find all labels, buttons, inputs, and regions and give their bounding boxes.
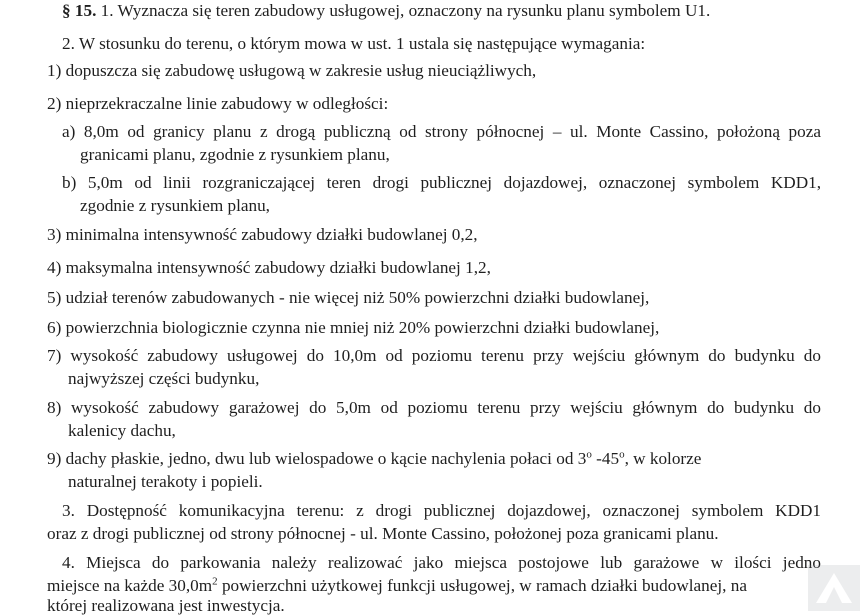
list-item-6: 6) powierzchnia biologicznie czynna nie mniej niż 20% powierzchni działki budowlanej, — [47, 318, 660, 337]
list-item-1: 1) dopuszcza się zabudowę usługową w zakresie usług nieuciążliwych, — [47, 61, 537, 80]
list-item-5: 5) udział terenów zabudowanych - nie więcej niż 50% powierzchni działki budowlanej, — [47, 288, 650, 307]
list-item-2: 2) nieprzekraczalne linie zabudowy w odległości: — [47, 94, 389, 113]
list-item-3: 3) minimalna intensywność zabudowy działki budowlanej 0,2, — [47, 225, 478, 244]
paragraph-4-line-2 — [47, 576, 821, 596]
section-intro: 1. Wyznacza się teren zabudowy usługowej, oznaczony na rysunku planu symbolem U1. — [100, 1, 711, 20]
list-item-9-text-a: 9) dachy płaskie, jedno, dwu lub wielospadowe o kącie nachylenia połaci od 3 — [47, 449, 587, 468]
degree-sup-1: o — [586, 448, 592, 461]
list-item-9-text-b: -45 — [591, 449, 620, 468]
list-item-4: 4) maksymalna intensywność zabudowy działki budowlanej 1,2, — [47, 258, 491, 277]
section-number: § 15. — [62, 1, 97, 20]
list-item-9-text — [47, 449, 701, 469]
list-item-a-line-2: granicami planu, zgodnie z rysunkiem planu, — [80, 145, 390, 164]
list-item-8-line-2: kalenicy dachu, — [68, 421, 176, 440]
paragraph-2: 2. W stosunku do terenu, o którym mowa w ust. 1 ustala się następujące wymagania: — [62, 34, 646, 53]
list-item-8-line-1: 8) wysokość zabudowy garażowej do 5,0m od poziomu terenu przy wejściu głównym do budynku do — [47, 398, 821, 417]
list-item-b-line-2: zgodnie z rysunkiem planu, — [80, 196, 270, 215]
list-item-9-line-1 — [47, 449, 821, 469]
watermark-logo-icon — [808, 565, 860, 611]
list-item-b-line-1: b) 5,0m od linii rozgraniczającej teren drogi publicznej dojazdowej, oznaczonej symbolem KDD1, — [62, 173, 821, 192]
paragraph-4-line-3: której realizowana jest inwestycja. — [47, 596, 285, 615]
squared-sup: 2 — [212, 575, 218, 588]
paragraph-4-line-1: 4. Miejsca do parkowania należy realizować jako miejsca postojowe lub garażowe w ilości jedno — [62, 553, 821, 572]
list-item-9-text-c: , w kolorze — [624, 449, 702, 468]
paragraph-4-text-b: powierzchni użytkowej funkcji usługowej, w ramach działki budowlanej, na — [217, 576, 747, 595]
paragraph-4-text-a: miejsce na każde 30,0m — [47, 576, 213, 595]
paragraph-3-line-2: oraz z drogi publicznej od strony północnej - ul. Monte Cassino, położonej poza granicami planu. — [47, 524, 719, 543]
paragraph-3-line-1: 3. Dostępność komunikacyjna terenu: z drogi publicznej dojazdowej, oznaczonej symbolem KDD1 — [62, 501, 821, 520]
list-item-9-line-2: naturalnej terakoty i popieli. — [68, 472, 263, 491]
paragraph-4-line-2-text — [47, 576, 747, 596]
list-item-7-line-2: najwyższej części budynku, — [68, 369, 260, 388]
section-heading — [62, 1, 710, 21]
list-item-7-line-1: 7) wysokość zabudowy usługowej do 10,0m od poziomu terenu przy wejściu głównym do budynku do — [47, 346, 821, 365]
list-item-a-line-1: a) 8,0m od granicy planu z drogą publiczną od strony północnej – ul. Monte Cassino, położoną poza — [62, 122, 821, 141]
degree-sup-2: o — [619, 448, 625, 461]
